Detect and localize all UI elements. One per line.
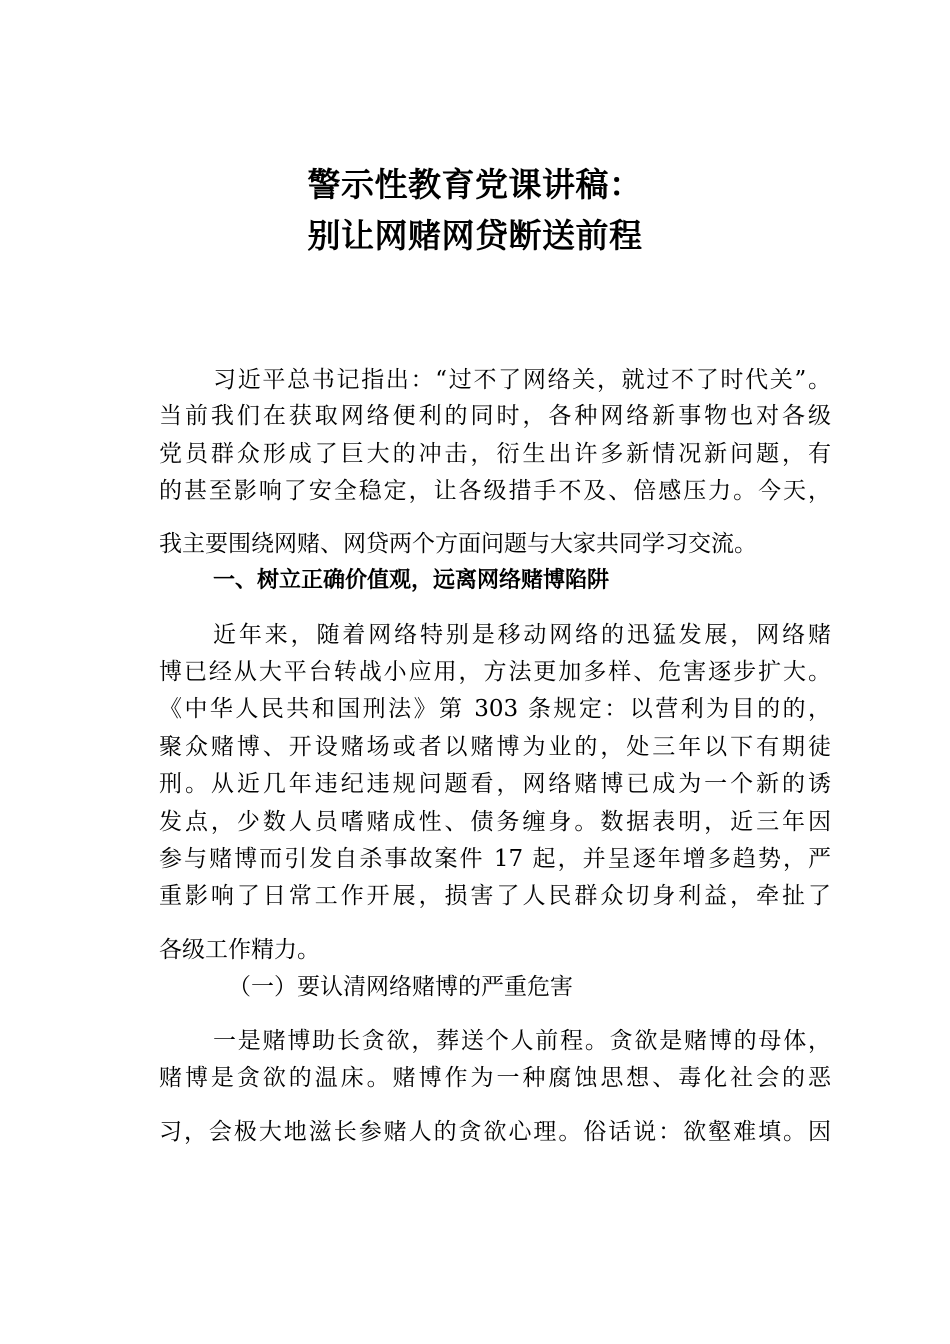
paragraph-line: 赌博是贪欲的温床。赌博作为一种腐蚀思想、毒化社会的恶	[159, 1065, 831, 1091]
subsection-heading: （一）要认清网络赌博的严重危害	[228, 974, 573, 1000]
section-heading: 一、树立正确价值观，远离网络赌博陷阱	[213, 568, 610, 593]
paragraph-line: 一是赌博助长贪欲，葬送个人前程。贪欲是赌博的母体，	[213, 1028, 831, 1054]
paragraph-line: 党员群众形成了巨大的冲击，衍生出许多新情况新问题，有	[159, 441, 831, 467]
paragraph-line: 当前我们在获取网络便利的同时，各种网络新事物也对各级	[159, 403, 831, 429]
paragraph-line: 习，会极大地滋长参赌人的贪欲心理。俗话说：欲壑难填。因	[159, 1119, 831, 1145]
paragraph-line: 我主要围绕网赌、网贷两个方面问题与大家共同学习交流。	[159, 531, 757, 557]
paragraph-line: 习近平总书记指出：“过不了网络关，就过不了时代关”。	[213, 367, 831, 393]
paragraph-line: 《中华人民共和国刑法》第 303 条规定：以营利为目的的，	[159, 696, 831, 722]
paragraph-line: 聚众赌博、开设赌场或者以赌博为业的，处三年以下有期徒	[159, 734, 831, 760]
paragraph-line: 各级工作精力。	[159, 937, 320, 963]
paragraph-line: 近年来，随着网络特别是移动网络的迅猛发展，网络赌	[213, 622, 831, 648]
paragraph-line: 刑。从近几年违纪违规问题看，网络赌博已成为一个新的诱	[159, 771, 831, 797]
paragraph-line: 发点，少数人员嗜赌成性、债务缠身。数据表明，近三年因	[159, 809, 831, 835]
document-title-line-2: 别让网赌网贷断送前程	[307, 216, 643, 255]
paragraph-line: 博已经从大平台转战小应用，方法更加多样、危害逐步扩大。	[159, 659, 831, 685]
paragraph-line: 重影响了日常工作开展，损害了人民群众切身利益，牵扯了	[159, 883, 831, 909]
paragraph-line: 参与赌博而引发自杀事故案件 17 起，并呈逐年增多趋势，严	[159, 846, 831, 872]
paragraph-line: 的甚至影响了安全稳定，让各级措手不及、倍感压力。今天，	[159, 478, 831, 504]
document-title-line-1: 警示性教育党课讲稿：	[307, 165, 643, 204]
